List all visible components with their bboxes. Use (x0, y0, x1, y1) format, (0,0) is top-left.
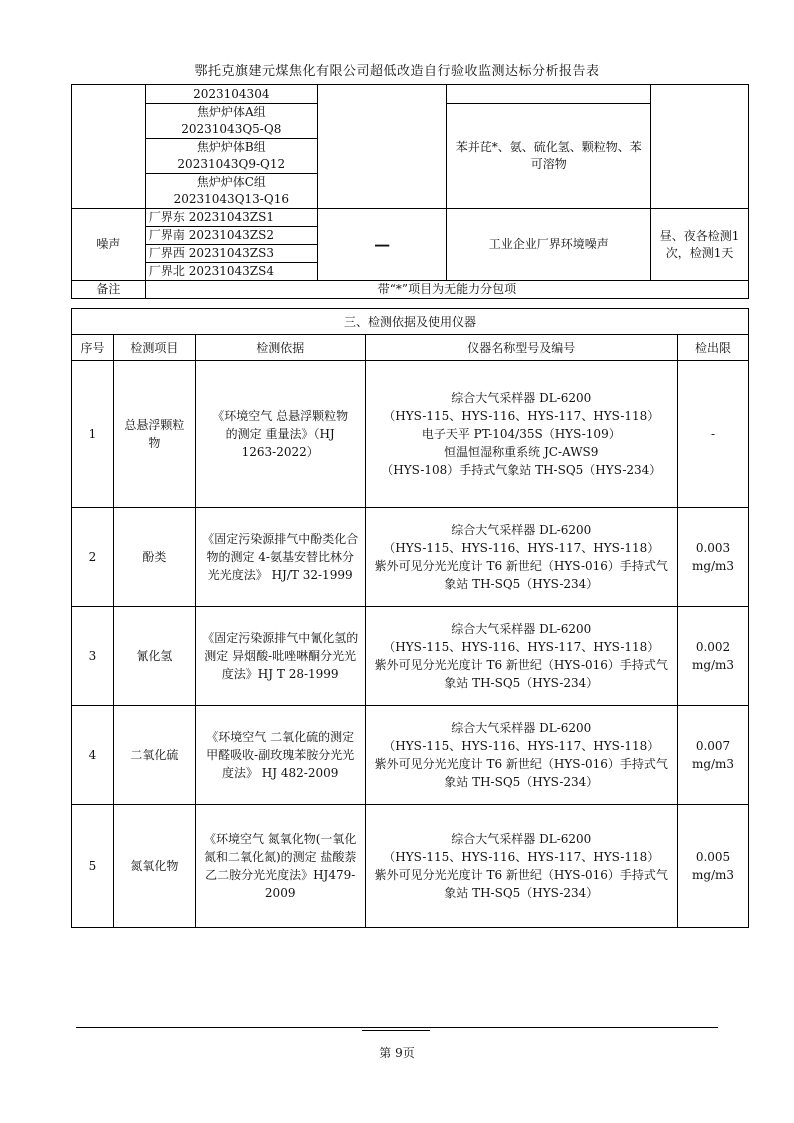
instrument-line: 综合大气采样器 DL-6200 (451, 721, 592, 735)
page-number: 第 9页 (379, 1046, 415, 1060)
sampling-continuation-table (71, 84, 749, 299)
table-row (72, 361, 749, 508)
coke-oven-group-c-name: 焦炉炉体C组 (196, 175, 266, 189)
row-instruments (365, 805, 677, 928)
instrument-line: （HYS-115、HYS-116、HYS-117、HYS-118） (383, 850, 660, 864)
row-instruments (365, 361, 677, 508)
table-row (72, 706, 749, 805)
row-item: 总悬浮颗粒物 (113, 361, 195, 508)
instrument-line: 综合大气采样器 DL-6200 (451, 622, 592, 636)
instrument-line: 紫外可见分光光度计 T6 新世纪（HYS-016）手持式气象站 TH-SQ5（HYS-234） (374, 757, 668, 789)
row-instruments (365, 607, 677, 706)
coke-oven-group-a-code: 20231043Q5-Q8 (181, 122, 282, 136)
coke-oven-group-a-name: 焦炉炉体A组 (196, 105, 266, 119)
table-row (72, 508, 749, 607)
sample-code: 2023104304 (145, 85, 317, 104)
row-no: 4 (72, 706, 114, 805)
col-header-basis: 检测依据 (195, 335, 365, 361)
instrument-line: 紫外可见分光光度计 T6 新世纪（HYS-016）手持式气象站 TH-SQ5（HYS-234） (374, 658, 668, 690)
row-instruments (365, 508, 677, 607)
coke-oven-group-c (145, 174, 317, 209)
row-instruments (365, 706, 677, 805)
col-header-limit: 检出限 (678, 335, 749, 361)
noise-dash: — (317, 209, 447, 281)
instrument-line: 综合大气采样器 DL-6200 (451, 391, 592, 405)
instrument-line: （HYS-115、HYS-116、HYS-117、HYS-118） (383, 640, 660, 654)
col-header-instruments: 仪器名称型号及编号 (365, 335, 677, 361)
footer-divider-short (362, 1030, 430, 1031)
table-row (72, 607, 749, 706)
row-no: 1 (72, 361, 114, 508)
row-basis: 《固定污染源排气中酚类化合物的测定 4-氨基安替比林分光光度法》 HJ/T 32-1999 (195, 508, 365, 607)
row-item: 二氧化硫 (113, 706, 195, 805)
instrument-line: （HYS-108）手持式气象站 TH-SQ5（HYS-234） (381, 463, 662, 477)
footer-divider (76, 1027, 718, 1028)
row-basis: 《环境空气 二氧化硫的测定 甲醛吸收-副玫瑰苯胺分光光度法》 HJ 482-2009 (195, 706, 365, 805)
blank-cell (72, 85, 146, 209)
instrument-line: （HYS-115、HYS-116、HYS-117、HYS-118） (383, 739, 660, 753)
instrument-line: （HYS-115、HYS-116、HYS-117、HYS-118） (383, 409, 660, 423)
noise-point: 厂界西 20231043ZS3 (145, 245, 317, 263)
row-item: 酚类 (113, 508, 195, 607)
noise-label: 噪声 (72, 209, 146, 281)
blank-cell (651, 85, 749, 209)
row-limit: - (678, 361, 749, 508)
section-title: 三、检测依据及使用仪器 (72, 309, 749, 335)
instrument-line: 紫外可见分光光度计 T6 新世纪（HYS-016）手持式气象站 TH-SQ5（HYS-234） (374, 559, 668, 591)
col-header-item: 检测项目 (113, 335, 195, 361)
row-limit: 0.003 mg/m3 (678, 508, 749, 607)
row-no: 2 (72, 508, 114, 607)
row-basis: 《环境空气 总悬浮颗粒物的测定 重量法》（HJ 1263-2022） (195, 361, 365, 508)
noise-frequency: 昼、夜各检测1次，检测1天 (651, 209, 749, 281)
coke-oven-group-a (145, 104, 317, 139)
noise-point: 厂界北 20231043ZS4 (145, 263, 317, 281)
report-header-title: 鄂托克旗建元煤焦化有限公司超低改造自行验收监测达标分析报告表 (194, 64, 600, 79)
instrument-line: 综合大气采样器 DL-6200 (451, 523, 592, 537)
pollutant-list: 苯并芘*、氨、硫化氢、颗粒物、苯可溶物 (447, 104, 651, 209)
row-limit: 0.005 mg/m3 (678, 805, 749, 928)
instrument-line: 恒温恒湿称重系统 JC-AWS9 (444, 445, 599, 459)
instrument-line: 紫外可见分光光度计 T6 新世纪（HYS-016）手持式气象站 TH-SQ5（HYS-234） (374, 868, 668, 900)
row-no: 3 (72, 607, 114, 706)
methods-instruments-table (71, 308, 749, 928)
row-limit: 0.007 mg/m3 (678, 706, 749, 805)
remark-label: 备注 (72, 281, 146, 299)
row-basis: 《环境空气 氮氧化物(一氧化氮和二氧化氮)的测定 盐酸萘乙二胺分光光度法》HJ479-2009 (195, 805, 365, 928)
col-header-no: 序号 (72, 335, 114, 361)
row-no: 5 (72, 805, 114, 928)
row-basis: 《固定污染源排气中氰化氢的测定 异烟酸-吡唑啉酮分光光度法》HJ T 28-1999 (195, 607, 365, 706)
instrument-line: 电子天平 PT-104/35S（HYS-109） (421, 427, 621, 441)
table-row (72, 805, 749, 928)
coke-oven-group-b (145, 139, 317, 174)
coke-oven-group-b-code: 20231043Q9-Q12 (177, 157, 286, 171)
noise-point: 厂界南 20231043ZS2 (145, 227, 317, 245)
blank-cell (447, 85, 651, 104)
instrument-line: （HYS-115、HYS-116、HYS-117、HYS-118） (383, 541, 660, 555)
noise-item: 工业企业厂界环境噪声 (447, 209, 651, 281)
remark-text: 带“*”项目为无能力分包项 (145, 281, 748, 299)
blank-cell (317, 85, 447, 209)
row-limit: 0.002 mg/m3 (678, 607, 749, 706)
row-item: 氮氧化物 (113, 805, 195, 928)
coke-oven-group-b-name: 焦炉炉体B组 (196, 140, 266, 154)
instrument-line: 综合大气采样器 DL-6200 (451, 832, 592, 846)
row-item: 氰化氢 (113, 607, 195, 706)
noise-point: 厂界东 20231043ZS1 (145, 209, 317, 227)
coke-oven-group-c-code: 20231043Q13-Q16 (173, 192, 289, 206)
